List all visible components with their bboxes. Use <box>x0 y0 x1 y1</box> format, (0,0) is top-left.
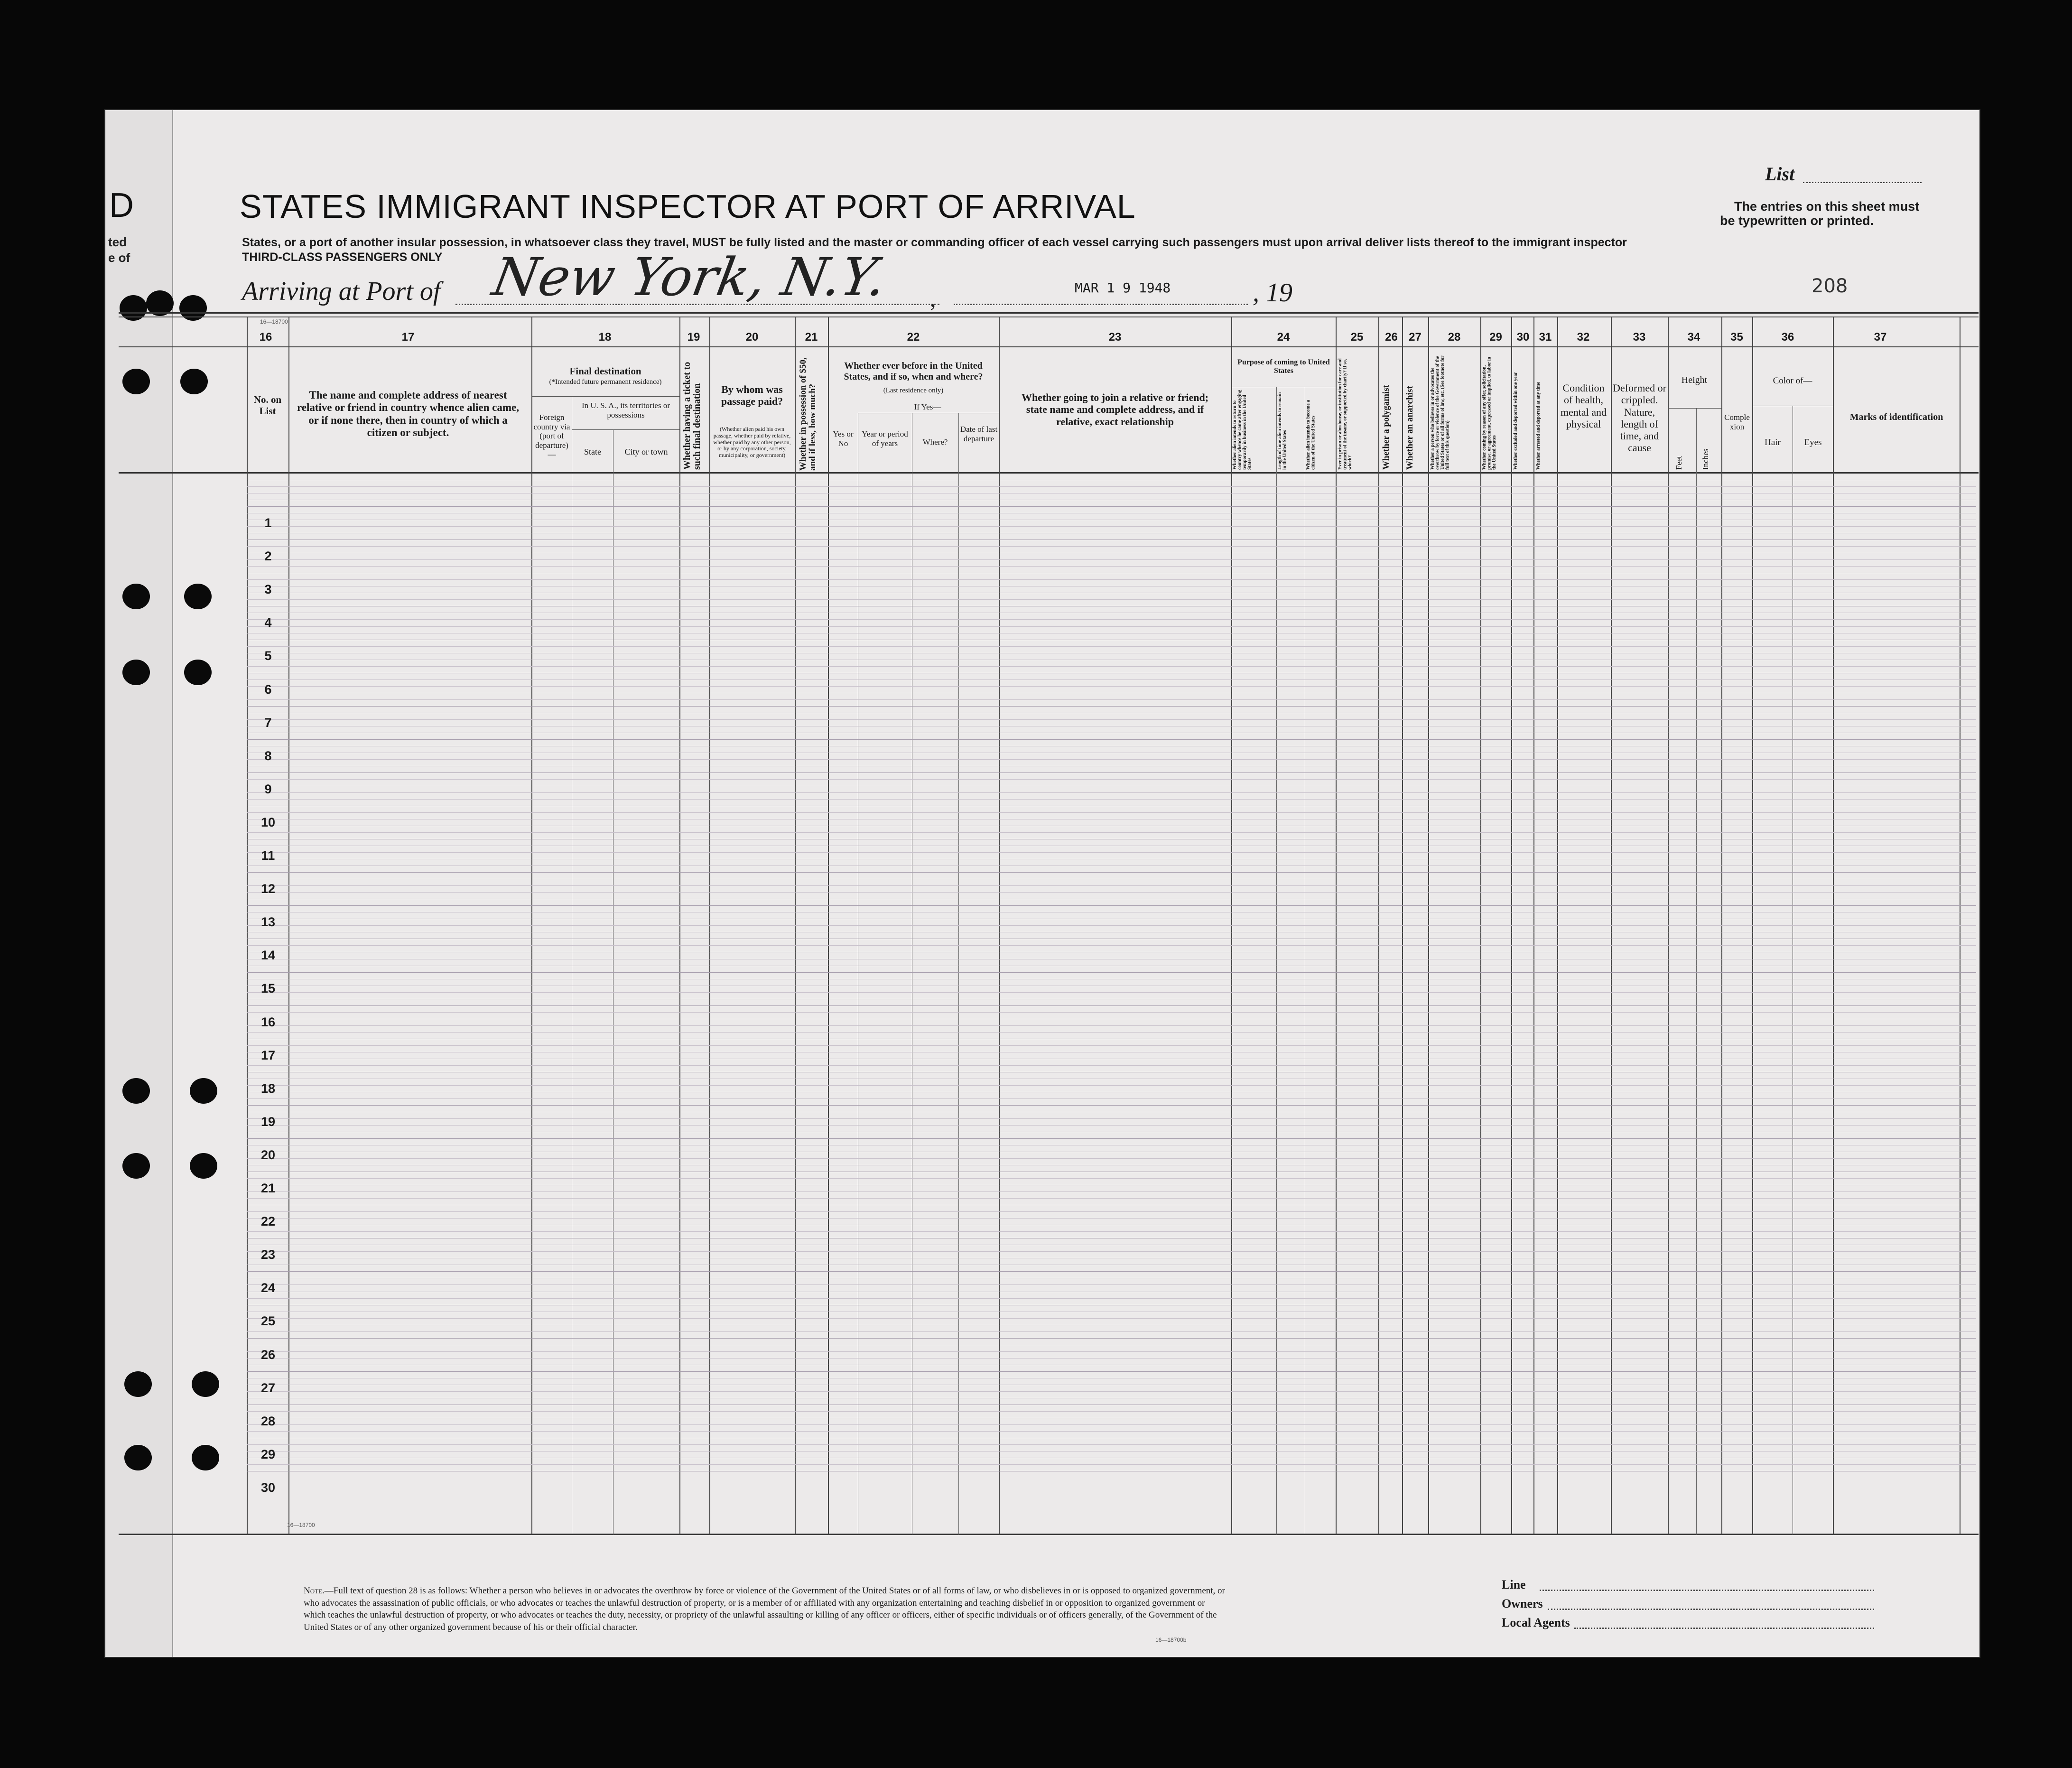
header-nearest-relative: The name and complete address of nearest relative or friend in country whence alien came, or if none there, then in country of which a citizen or subject. <box>297 389 519 439</box>
row-number: 16 <box>260 1014 276 1029</box>
punch-hole <box>192 1371 219 1397</box>
header-overthrow: Whether a person who believes in or advocates the overthrow by force or violence of the Government of the United States or of all forms of law, etc. (See footnote for full text of this question) <box>1430 355 1450 470</box>
header-feet: Feet <box>1674 456 1683 470</box>
column-number: 20 <box>745 331 759 344</box>
ruled-line <box>247 872 1976 873</box>
ruled-line <box>247 992 1976 993</box>
form-code-bottom: 16—18700 <box>287 1522 315 1528</box>
sub-rule <box>531 396 679 397</box>
row-number: 26 <box>260 1347 276 1362</box>
ruled-line <box>247 1218 1976 1219</box>
ruled-line <box>247 1358 1976 1359</box>
column-number: 23 <box>1108 331 1122 344</box>
ruled-line <box>247 1298 1976 1299</box>
stub-title-fragment: D <box>109 186 134 224</box>
instruction-line-2: be typewritten or printed. <box>1720 214 1874 228</box>
row-number: 30 <box>260 1480 276 1495</box>
column-number-rule <box>119 346 1979 347</box>
column-number: 19 <box>687 331 700 344</box>
row-number: 18 <box>260 1081 276 1096</box>
footnote-text: —Full text of question 28 is as follows: Whether a person who believes in or advocates the overthrow by force or violence of the Government of the United States or of all forms of law, or who disbelieves in or is opposed to organized government, or who advocates the assassination of public officials, or who advocates or teaches the unlawful destruction of property, or is a member of or affiliated with any organization entertaining and teaching disbelief in or opposition to organized government or which teaches the unlawful destruction of property, or who advocates or teaches the duty, necessity, or propriety of the unlawful assaulting or killing of any officer or officers, either of specific individuals or of officers generally, of the Government of the United States or of any other organized government because of his or their official character. <box>304 1586 1225 1632</box>
punch-hole <box>124 1371 152 1397</box>
date-field-line <box>954 304 1248 305</box>
header-purpose: Purpose of coming to United States <box>1237 358 1330 375</box>
ruled-line <box>247 865 1976 866</box>
header-if-yes: If Yes— <box>914 402 941 411</box>
ruled-line <box>247 1211 1976 1212</box>
ruled-line <box>247 972 1976 973</box>
column-number: 26 <box>1385 331 1398 344</box>
column-rule <box>1696 408 1697 1535</box>
column-number: 33 <box>1633 331 1646 344</box>
ruled-line <box>247 706 1976 707</box>
row-number: 8 <box>264 748 272 763</box>
ruled-line <box>247 1032 1976 1033</box>
header-city: City or town <box>624 447 668 456</box>
year-prefix: , 19 <box>1253 278 1292 307</box>
port-value[interactable]: New York, N.Y. <box>488 247 891 307</box>
ruled-line <box>247 719 1976 720</box>
date-stamp[interactable]: MAR 1 9 1948 <box>1075 280 1171 296</box>
row-number: 17 <box>260 1048 276 1062</box>
sub-rule <box>572 429 679 430</box>
header-labor-offer: Whether coming by reason of any offer, solicitation, promise, or agreement, expressed or implied, to labor in the United States <box>1482 356 1497 470</box>
header-arrested: Whether arrested and deported at any time <box>1536 382 1541 470</box>
line-label: Line <box>1502 1578 1526 1591</box>
ruled-line <box>247 566 1976 567</box>
ruled-line <box>247 506 1976 507</box>
ruled-line <box>247 1231 1976 1232</box>
ruled-line <box>247 1391 1976 1392</box>
punch-hole <box>184 660 212 685</box>
ruled-line <box>247 1198 1976 1199</box>
punch-hole <box>122 660 150 685</box>
column-rule <box>1276 387 1277 1535</box>
column-number: 30 <box>1516 331 1530 344</box>
column-number: 28 <box>1448 331 1461 344</box>
header-anarchist: Whether an anarchist <box>1405 386 1415 470</box>
class-line: THIRD-CLASS PASSENGERS ONLY <box>242 251 443 264</box>
ruled-line <box>247 599 1976 600</box>
punch-hole <box>190 1153 217 1179</box>
header-bottom-rule <box>119 472 1979 474</box>
ruled-line <box>247 1098 1976 1099</box>
binding-stub <box>105 110 173 1657</box>
ruled-line <box>247 772 1976 773</box>
ruled-line <box>247 1118 1976 1119</box>
ruled-line <box>247 1045 1976 1046</box>
ruled-line <box>247 559 1976 560</box>
row-number: 28 <box>260 1414 276 1428</box>
column-number: 24 <box>1277 331 1290 344</box>
header-health: Condition of health, mental and physical <box>1560 382 1607 430</box>
column-number: 32 <box>1577 331 1590 344</box>
stub-text-line: e of <box>108 251 130 265</box>
table-bottom-rule <box>119 1534 1979 1535</box>
list-label: List <box>1765 163 1795 185</box>
header-last-residence: (Last residence only) <box>883 387 944 394</box>
header-passage-paid: By whom was passage paid? <box>721 383 783 408</box>
ruled-line <box>247 1012 1976 1013</box>
header-final-destination-note: (*Intended future permanent residence) <box>549 378 662 386</box>
column-number: 36 <box>1781 331 1794 344</box>
ruled-line <box>247 739 1976 740</box>
punch-hole <box>122 1153 150 1179</box>
ruled-line <box>247 1085 1976 1086</box>
column-rule <box>958 413 959 1535</box>
ruled-line <box>247 1464 1976 1465</box>
line-field[interactable] <box>1540 1590 1874 1591</box>
column-number: 22 <box>907 331 920 344</box>
form-code-note: 16—18700b <box>1155 1637 1187 1643</box>
ruled-line <box>247 1284 1976 1285</box>
subtitle: States, or a port of another insular possession, in whatsoever class they travel, MUST be fully listed and the master or commanding officer of each vessel carrying such passengers must upon arrival deliver lists thereof to the immigrant inspector <box>242 236 1627 249</box>
stub-text-line: ted <box>108 235 127 249</box>
header-foreign-country: Foreign country via (port of departure)— <box>533 413 570 459</box>
ruled-line <box>247 579 1976 580</box>
instruction-line-1: The entries on this sheet must <box>1734 199 1920 214</box>
row-number: 2 <box>264 549 272 564</box>
row-number: 14 <box>260 948 276 963</box>
header-eyes: Eyes <box>1804 437 1822 447</box>
ruled-line <box>247 619 1976 620</box>
header-where: Where? <box>922 437 948 447</box>
row-number: 5 <box>264 649 272 663</box>
row-number: 20 <box>260 1147 276 1162</box>
ruled-line <box>247 1158 1976 1159</box>
local-agents-label: Local Agents <box>1502 1616 1570 1629</box>
row-number: 4 <box>264 615 272 630</box>
row-number: 10 <box>260 815 276 829</box>
row-number: 23 <box>260 1247 276 1262</box>
ruled-line <box>247 852 1976 853</box>
header-polygamist: Whether a polygamist <box>1381 384 1391 470</box>
ruled-line <box>247 686 1976 687</box>
owners-field[interactable] <box>1548 1609 1874 1610</box>
ruled-line <box>247 1451 1976 1452</box>
row-number: 11 <box>261 848 275 863</box>
header-prison: Ever in prison or almshouse, or institution for care and treatment of the insane, or supported by charity? If so, which? <box>1338 358 1353 470</box>
ruled-line <box>247 646 1976 647</box>
row-number: 3 <box>264 582 272 597</box>
punch-hole <box>122 1078 150 1104</box>
ruled-line <box>247 699 1976 700</box>
frame-rule-top-inner <box>119 316 1979 317</box>
ruled-line <box>247 1431 1976 1432</box>
sub-rule <box>1668 408 1721 409</box>
header-complexion: Complexion <box>1724 413 1750 431</box>
header-purpose-citizen: Whether alien intends to become a citizen of the United States <box>1306 400 1316 470</box>
row-number: 22 <box>260 1214 276 1229</box>
header-yes-or-no: Yes or No <box>833 429 854 448</box>
ruled-line <box>247 1424 1976 1425</box>
row-number: 13 <box>260 915 276 930</box>
punch-hole <box>122 369 150 394</box>
footnote <box>304 1585 1229 1634</box>
header-year-period: Year or period of years <box>862 429 908 448</box>
ruled-line <box>247 1065 1976 1066</box>
header-deformed: Deformed or crippled. Nature, length of time, and cause <box>1612 382 1666 454</box>
punch-hole <box>122 584 150 609</box>
column-number: 27 <box>1409 331 1422 344</box>
ruled-line <box>247 779 1976 780</box>
punch-hole <box>180 369 208 394</box>
ruled-line <box>247 1411 1976 1412</box>
column-number: 31 <box>1539 331 1552 344</box>
form-code-top: 16—18700 <box>260 318 288 325</box>
ruled-line <box>247 1005 1976 1006</box>
ruled-line <box>247 799 1976 800</box>
local-agents-field[interactable] <box>1574 1628 1874 1629</box>
ruled-line <box>247 1251 1976 1252</box>
arriving-label: Arriving at Port of <box>242 277 441 306</box>
page-title: STATES IMMIGRANT INSPECTOR AT PORT OF ARRIVAL <box>240 188 1136 225</box>
row-number: 12 <box>260 882 276 896</box>
ruled-line <box>247 905 1976 906</box>
column-number: 17 <box>401 331 415 344</box>
ruled-line <box>247 1178 1976 1179</box>
footnote-label: Note. <box>304 1586 325 1596</box>
ruled-line <box>247 679 1976 680</box>
header-identification-marks: Marks of identification <box>1849 412 1943 422</box>
row-number: 7 <box>264 715 272 730</box>
ruled-line <box>247 925 1976 926</box>
ruled-line <box>247 1338 1976 1339</box>
ruled-line <box>247 1318 1976 1319</box>
ruled-line <box>247 1331 1976 1332</box>
header-excluded: Whether excluded and deported within one year <box>1513 372 1518 470</box>
column-number: 21 <box>805 331 818 344</box>
ruled-line <box>247 759 1976 760</box>
ruled-line <box>247 885 1976 886</box>
row-number: 15 <box>260 981 276 996</box>
header-ever-before: Whether ever before in the United States, and if so, when and where? <box>844 361 983 382</box>
header-in-usa: In U. S. A., its territories or possessions <box>581 401 670 419</box>
row-number: 19 <box>260 1114 276 1129</box>
row-number: 1 <box>264 516 272 530</box>
header-no-on-list: No. on List <box>253 394 282 417</box>
header-purpose-length: Length of time alien intends to remain in the United States <box>1277 392 1288 470</box>
column-number: 37 <box>1874 331 1887 344</box>
port-comma: , <box>930 285 936 312</box>
ruled-line <box>247 832 1976 833</box>
header-join-relative: Whether going to join a relative or friend; state name and complete address, and if relative, exact relationship <box>1021 391 1209 428</box>
ruled-line <box>247 1138 1976 1139</box>
header-color-of: Color of— <box>1773 376 1812 386</box>
ruled-line <box>247 1271 1976 1272</box>
ruled-line <box>247 812 1976 813</box>
row-number: 9 <box>264 782 272 796</box>
ruled-line <box>247 546 1976 547</box>
owners-label: Owners <box>1502 1597 1543 1610</box>
column-number: 18 <box>598 331 612 344</box>
header-final-destination: Final destination <box>569 365 641 377</box>
ruled-line <box>247 1371 1976 1372</box>
header-inches: Inches <box>1701 448 1710 470</box>
row-number: 24 <box>260 1281 276 1295</box>
header-state: State <box>584 447 601 456</box>
header-purpose-return: Whether alien intends to return to country whence he came after engaging temporarily in business in the United States <box>1232 390 1253 470</box>
ruled-line <box>247 1191 1976 1192</box>
column-number: 29 <box>1489 331 1502 344</box>
ruled-line <box>247 1444 1976 1445</box>
punch-hole <box>184 584 212 609</box>
ruled-line <box>247 486 1976 487</box>
ruled-line <box>247 1351 1976 1352</box>
column-number: 34 <box>1687 331 1700 344</box>
ruled-line <box>247 526 1976 527</box>
punch-hole <box>124 1445 152 1470</box>
row-number: 6 <box>264 682 272 697</box>
ruled-line <box>247 1025 1976 1026</box>
ruled-line <box>247 1125 1976 1126</box>
row-number: 29 <box>260 1447 276 1461</box>
column-number: 25 <box>1350 331 1364 344</box>
ruled-line <box>247 792 1976 793</box>
column-number: 16 <box>259 331 272 344</box>
header-height: Height <box>1681 375 1708 385</box>
header-hair: Hair <box>1765 437 1781 447</box>
ruled-line <box>247 626 1976 627</box>
column-number: 35 <box>1730 331 1743 344</box>
ruled-line <box>247 892 1976 893</box>
row-number: 27 <box>260 1380 276 1395</box>
ruled-line <box>247 666 1976 667</box>
header-passage-paid-note: (Whether alien paid his own passage, whether paid by relative, whether paid by any other person, or by any corporation, society, municipality, or government) <box>713 426 791 459</box>
punch-hole <box>190 1078 217 1104</box>
row-number: 21 <box>260 1181 276 1195</box>
header-fifty-dollars: Whether in possession of $50, and if less, how much? <box>798 357 818 471</box>
row-number: 25 <box>260 1314 276 1329</box>
ruled-line <box>247 945 1976 946</box>
frame-rule-top <box>119 312 1979 314</box>
header-date-last-departure: Date of last departure <box>960 425 998 443</box>
punch-hole <box>192 1445 219 1470</box>
header-ticket: Whether having a ticket to such final destination <box>682 362 702 470</box>
sheet-number: 208 <box>1812 275 1848 297</box>
ruled-line <box>247 1105 1976 1106</box>
list-field-line[interactable] <box>1803 182 1922 183</box>
